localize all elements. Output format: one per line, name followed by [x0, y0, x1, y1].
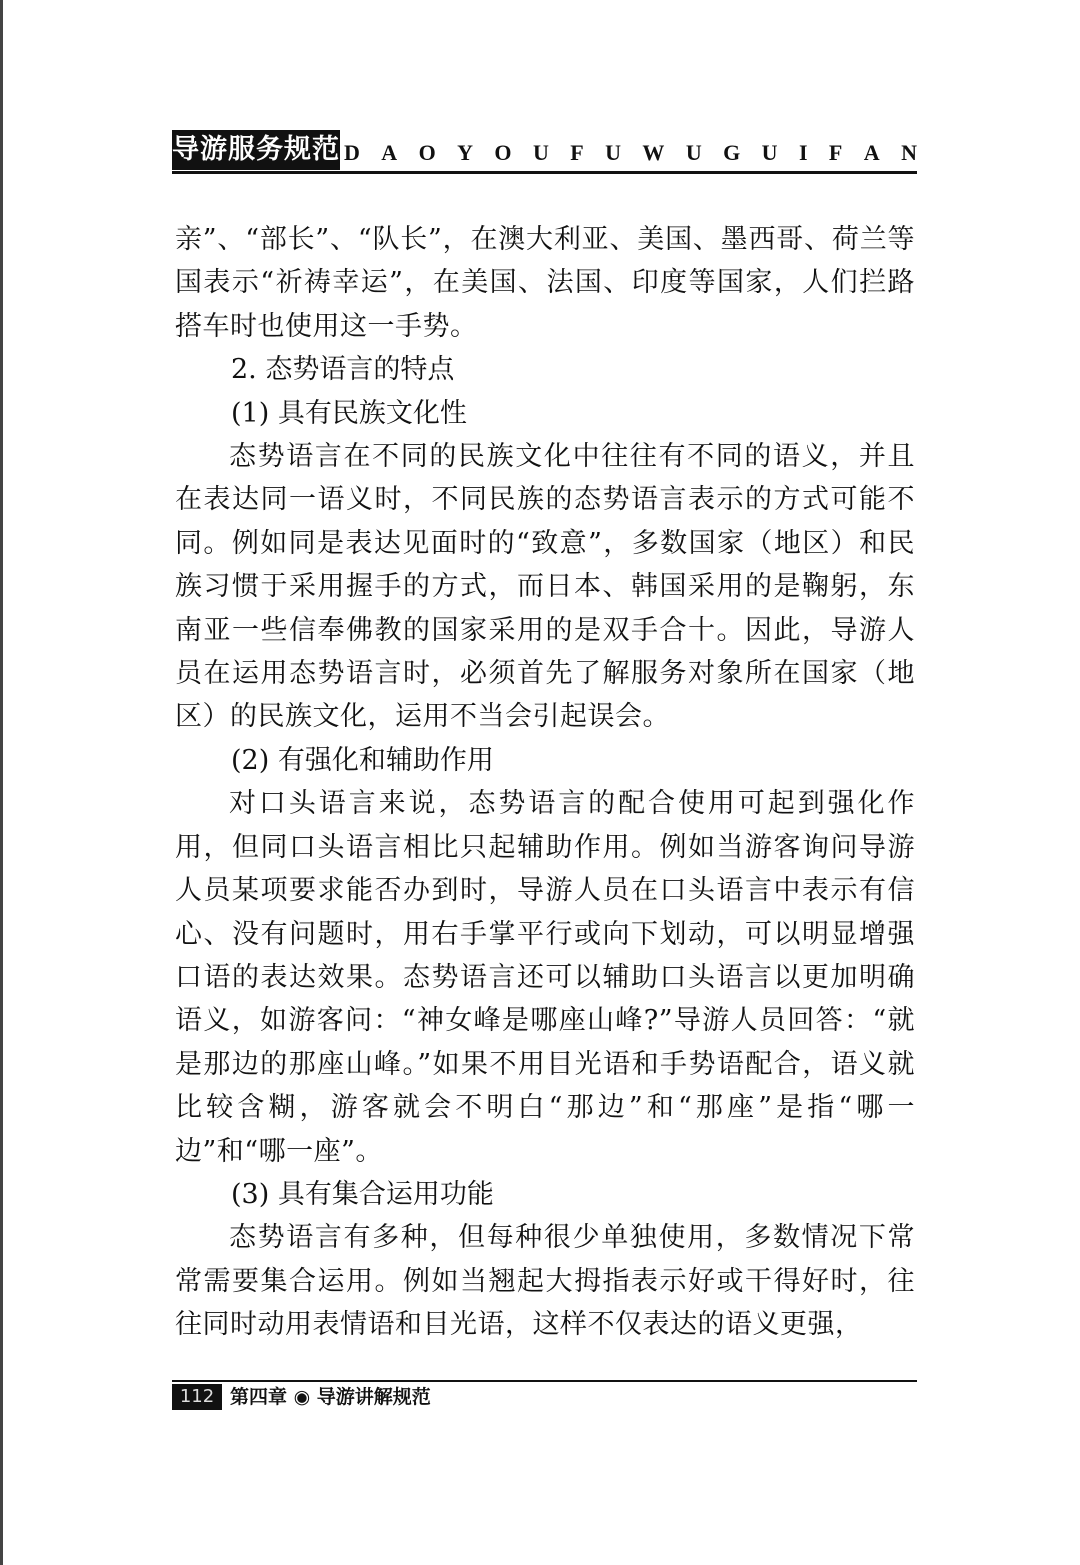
- pinyin-letter: F: [570, 140, 584, 165]
- pinyin-letter: F: [828, 140, 843, 165]
- pinyin-letter: O: [418, 140, 436, 165]
- pinyin-letter: A: [863, 140, 880, 165]
- subsection-heading: (3) 具有集合运用功能: [231, 1178, 494, 1210]
- pinyin-letter: I: [798, 140, 808, 165]
- scan-edge: [0, 0, 3, 1565]
- pinyin-letter: D: [344, 140, 360, 165]
- footer-rule: [172, 1380, 917, 1382]
- running-footer: [172, 1380, 917, 1414]
- chapter-title: 第四章 ◉ 导游讲解规范: [230, 1386, 431, 1408]
- book-title: 导游服务规范: [172, 130, 340, 170]
- pinyin-letter: W: [642, 140, 665, 165]
- section-heading: 2. 态势语言的特点: [231, 354, 455, 386]
- page-number: 112: [172, 1384, 222, 1410]
- subsection-heading: (2) 有强化和辅助作用: [231, 744, 494, 776]
- page-body: [175, 218, 915, 1347]
- pinyin-letter: U: [605, 140, 621, 165]
- pinyin-title: [344, 136, 917, 170]
- running-header: [172, 130, 917, 174]
- pinyin-letter: Y: [457, 140, 474, 165]
- pinyin-letter: U: [685, 140, 702, 165]
- pinyin-letter: O: [494, 140, 512, 165]
- paragraph: 态势语言在不同的民族文化中往往有不同的语义，并且在表达同一语义时，不同民族的态势语言表示的方式可能不同。例如同是表达见面时的“致意”，多数国家（地区）和民族习惯于采用握手的方式，而日本、韩国采用的是鞠躬，东南亚一些信奉佛教的国家采用的是双手合十。因此，导游人员在运用态势语言时，必须首先了解服务对象所在国家（地区）的民族文化，运用不当会引起误会。: [175, 441, 915, 733]
- pinyin-letter: N: [901, 140, 917, 165]
- pinyin-letter: G: [723, 140, 741, 165]
- pinyin-letter: U: [532, 140, 549, 165]
- paragraph-continued: 亲”、“部长”、“队长”，在澳大利亚、美国、墨西哥、荷兰等国表示“祈祷幸运”，在美国、法国、印度等国家，人们拦路搭车时也使用这一手势。: [175, 224, 915, 342]
- header-rule: [172, 171, 917, 174]
- paragraph: 态势语言有多种，但每种很少单独使用，多数情况下常常需要集合运用。例如当翘起大拇指表示好或干得好时，往往同时动用表情语和目光语，这样不仅表达的语义更强，: [175, 1222, 915, 1341]
- pinyin-letter: U: [761, 140, 778, 165]
- paragraph: 对口头语言来说，态势语言的配合使用可起到强化作用，但同口头语言相比只起辅助作用。例如当游客询问导游人员某项要求能否办到时，导游人员在口头语言中表示有信心、没有问题时，用右手掌平行或向下划动，可以明显增强口语的表达效果。态势语言还可以辅助口头语言以更加明确语义，如游客问：“神女峰是哪座山峰?”导游人员回答：“就是那边的那座山峰。”如果不用目光语和手势语配合，语义就比较含糊，游客就会不明白“那边”和“那座”是指“哪一边”和“哪一座”。: [175, 788, 915, 1167]
- subsection-heading: (1) 具有民族文化性: [231, 397, 467, 429]
- pinyin-letter: A: [381, 140, 398, 165]
